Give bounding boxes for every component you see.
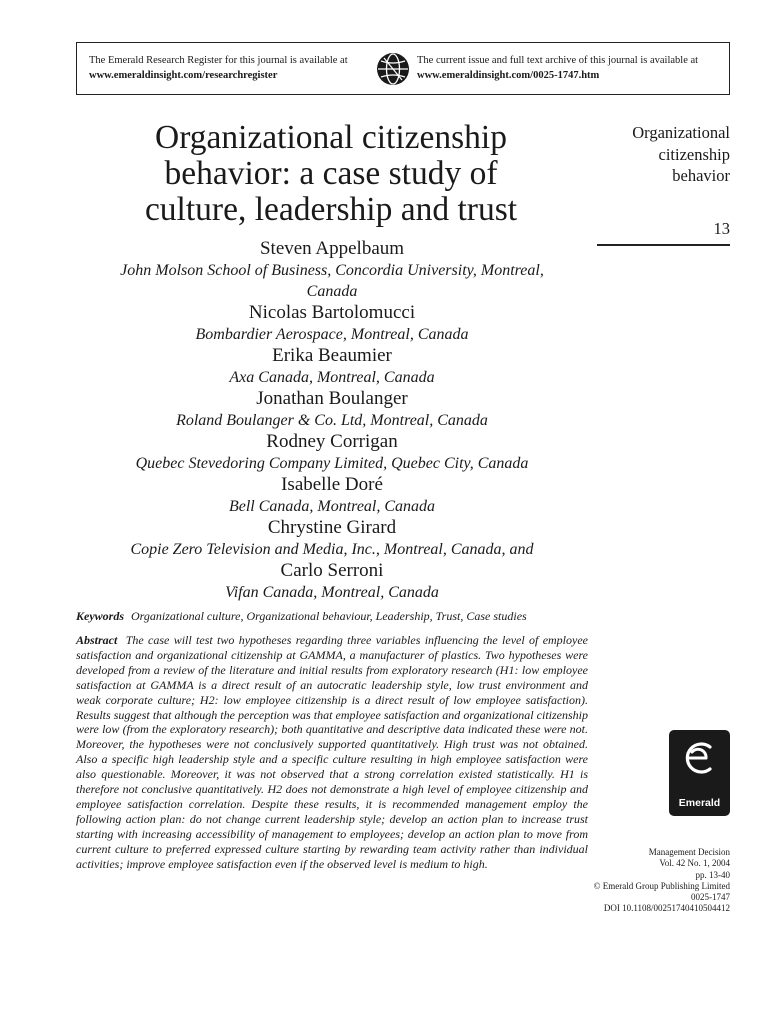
globe-icon (376, 52, 410, 86)
author-list (76, 238, 588, 603)
article-title (76, 120, 586, 228)
research-register-url[interactable]: www.emeraldinsight.com/researchregister (89, 70, 278, 81)
author-name: Chrystine Girard (267, 517, 397, 538)
header-box (76, 42, 730, 95)
archive-text: The current issue and full text archive of this journal is available at (417, 55, 699, 66)
copyright: © Emerald Group Publishing Limited (593, 880, 730, 891)
author-affiliation: Canada (306, 283, 358, 300)
author-affiliation: Copie Zero Television and Media, Inc., Montreal, Canada, and (130, 541, 534, 558)
author-affiliation: Quebec Stevedoring Company Limited, Quebec City, Canada (135, 455, 529, 472)
sidebar-divider (597, 244, 730, 246)
emerald-logo-text: Emerald (678, 797, 721, 809)
research-register-notice (89, 53, 348, 83)
author-affiliation: Bombardier Aerospace, Montreal, Canada (195, 326, 469, 343)
author-affiliation: John Molson School of Business, Concordia University, Montreal, (120, 262, 544, 279)
page-range: pp. 13-40 (695, 869, 730, 880)
author-name: Erika Beaumier (272, 345, 392, 366)
running-title (590, 122, 730, 187)
title-line: culture, leadership and trust (144, 191, 518, 228)
running-title-line: citizenship (658, 144, 730, 164)
author-name: Carlo Serroni (280, 560, 384, 581)
abstract-text: The case will test two hypotheses regarding three variables influencing the level of employee satisfaction and organizational citizenship at GAMMA, a manufacturer of plastics. Two hypotheses were developed from a review of the literature and initial results from exploratory research (H1: low employee satisfaction at GAMMA is a direct result of an autocratic leadership style, low trust environment and weak corporate culture; H2: low employee citizenship is a direct result of low employee satisfaction). Results suggest that although the perception was that employee satisfaction and organizational citizenship were low (from the exploratory research); both quantitative and descriptive data indicated these were not. Moreover, the hypotheses were not conclusively supported quantitatively. High trust was not obtained. Also a specific high leadership style and a specific culture resulting in high employee satisfaction were also questionable. Moreover, it was not observed that a strong correlation existed statistically. H1 is therefore not conclusive quantitatively. H2 does not demonstrate a high level of employee citizenship and employee satisfaction correlation. Despite these results, it is recommended management employ the following action plan: do not change current leadership style; develop an action plan to increase trust starting with increasing accessibility of management to employees; develop an action plan to move from current culture to preferred expressed culture starting by rewarding team activity rather than individual activities; improve employee satisfaction even if the observed level is medium to high. (76, 633, 588, 871)
emerald-logo-icon (682, 738, 718, 790)
keywords-text: Organizational culture, Organizational behaviour, Leadership, Trust, Case studies (131, 609, 527, 623)
archive-notice (417, 53, 698, 83)
archive-url[interactable]: www.emeraldinsight.com/0025-1747.htm (417, 70, 600, 81)
author-name: Isabelle Doré (281, 474, 383, 495)
journal-name: Management Decision (648, 847, 730, 857)
page-number: 13 (713, 219, 730, 238)
author-name: Jonathan Boulanger (256, 388, 408, 409)
author-affiliation: Bell Canada, Montreal, Canada (228, 498, 436, 515)
title-line: Organizational citizenship (155, 119, 507, 156)
running-title-line: behavior (672, 166, 730, 185)
doi: DOI 10.1108/00251740410504412 (603, 903, 730, 914)
author-name: Steven Appelbaum (259, 238, 405, 259)
keywords (76, 608, 588, 624)
author-affiliation: Roland Boulanger & Co. Ltd, Montreal, Canada (176, 412, 488, 429)
title-line: behavior: a case study of (164, 155, 498, 192)
running-title-line: Organizational (632, 123, 730, 142)
volume-issue: Vol. 42 No. 1, 2004 (659, 858, 730, 869)
abstract (76, 633, 588, 872)
author-affiliation: Vifan Canada, Montreal, Canada (225, 584, 439, 601)
research-register-text: The Emerald Research Register for this journal is available at (89, 55, 348, 66)
emerald-logo (669, 730, 730, 816)
keywords-label: Keywords (76, 609, 124, 623)
author-name: Nicolas Bartolomucci (248, 302, 416, 323)
author-name: Rodney Corrigan (266, 431, 398, 452)
issn: 0025-1747 (691, 892, 730, 903)
abstract-label: Abstract (76, 633, 118, 647)
publication-info (560, 847, 730, 915)
author-affiliation: Axa Canada, Montreal, Canada (229, 369, 435, 386)
